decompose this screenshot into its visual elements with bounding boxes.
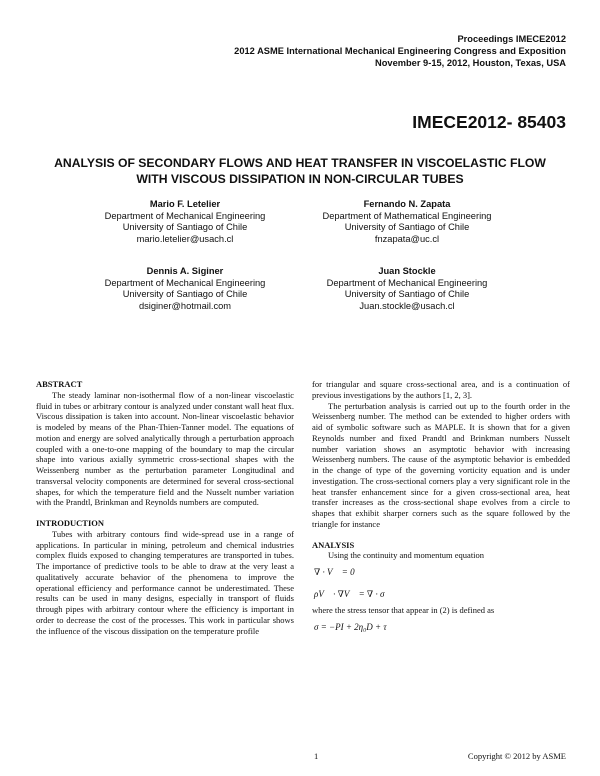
author-department: Department of Mathematical Engineering [322,210,492,221]
page-number: 1 [314,751,319,761]
author-department: Department of Mechanical Engineering [104,277,266,288]
proceedings-header [234,33,566,69]
introduction-text: Tubes with arbitrary contours find wide-spread use in a range of applications. In particular in mining, petroleum and chemical industries complex fluids exposed to changing temperatures are transported in tubes. The importance of predictive tools to be able to draw at the very least a qualitatively accurate behavior of the phenomena to improve the operational efficiency and performance cannot be underestimated. These results can be used in many designs, especially in transport of fluids through pipes with arbitrary contour where the efficiency is important in order to decrease the cost of the processes. This work in particular shows the influence of the viscous dissipation on the temperature profile [36,528,294,636]
analysis-heading: ANALYSIS [312,539,355,550]
author-department: Department of Mechanical Engineering [326,277,488,288]
author-block [282,266,532,312]
analysis-intro-text: Using the continuity and momentum equation [328,550,485,561]
abstract-text: The steady laminar non-isothermal flow of a non-linear viscoelastic fluid in tubes or arbitrary contour is analyzed under constant wall heat flux. Viscous dissipation is taken into account. Non-linear viscoelastic behavior is modeled by means of the Phan-Thien-Tanner model. The equations of motion and energy are solved analytically through a perturbation approach coupled with a one-to-one mapping of the boundary to map the circular shape into various axially symmetric cross-sectional shapes with the Weissenberg number as the perturbation parameter Longitudinal and transversal velocity components are determined for several cross-sectional shapes, for which the temperature field and the Nusselt number variation with the Prandtl, Brinkman and Reynolds numbers are computed. [36,389,294,508]
author-university: University of Santiago of Chile [344,289,470,299]
abstract-heading: ABSTRACT [36,379,83,389]
author-email: Juan.stockle@usach.cl [359,300,455,311]
author-email: dsiginer@hotmail.com [138,300,232,311]
author-department: Department of Mechanical Engineering [104,210,266,221]
author-university: University of Santiago of Chile [122,289,248,299]
author-block [60,199,310,245]
congress-date-location: November 9-15, 2012, Houston, Texas, USA [375,58,566,68]
copyright-notice: Copyright © 2012 by ASME [467,751,566,761]
author-block [282,199,532,245]
author-name: Juan Stockle [378,266,436,276]
congress-name: 2012 ASME International Mechanical Engineering Congress and Exposition [234,46,566,56]
equation-stress-tensor: σ = −PI + 2η₀D + τ [314,621,387,632]
introduction-heading: INTRODUCTION [36,518,105,528]
author-name: Mario F. Letelier [149,199,221,209]
author-name: Fernando N. Zapata [363,199,451,209]
author-block [60,266,310,312]
equation-momentum: ρV⃗ · ∇V⃗ = ∇ · σ [314,589,385,599]
author-university: University of Santiago of Chile [344,222,470,232]
author-name: Dennis A. Siginer [146,266,224,276]
author-email: fnzapata@uc.cl [374,233,440,244]
perturbation-text: The perturbation analysis is carried out up to the fourth order in the Weissenberg number. The method can be extended to higher orders with aid of symbolic software such as MAPLE. It is shown that for a given Reynolds number and fixed Prandtl and Brinkman numbers Nusselt number variation shows an asymptotic behavior with increasing Weissenberg numbers. The cause of the asymptotic behavior is embedded in the change of type of the governing vorticity equation and is under investigation. The cross-sectional corners play a very significant role in the heat transfer enhancement since for a given cross-sectional area, heat transfer increases as the cross-sectional shape evolves from a circle to shapes that exhibit sharper corners such as the square followed by the triangle for instance [312,400,570,529]
equation-continuity: ∇ · V⃗ = 0 [314,567,355,577]
paper-id: IMECE2012- 85403 [412,112,566,132]
author-email: mario.letelier@usach.cl [136,233,234,244]
right-column [312,379,570,638]
stress-tensor-text: where the stress tensor that appear in (2) is defined as [312,605,495,615]
author-university: University of Santiago of Chile [122,222,248,232]
continuation-text: for triangular and square cross-sectional area, and is a continuation of previous investigations by the authors [1, 2, 3]. [312,379,570,400]
paper-title: ANALYSIS OF SECONDARY FLOWS AND HEAT TRANSFER IN VISCOELASTIC FLOW WITH VISCOUS DISSIPATION IN NON-CIRCULAR TUBES [54,156,546,186]
left-column [36,379,294,636]
proceedings-name: Proceedings IMECE2012 [457,34,566,44]
